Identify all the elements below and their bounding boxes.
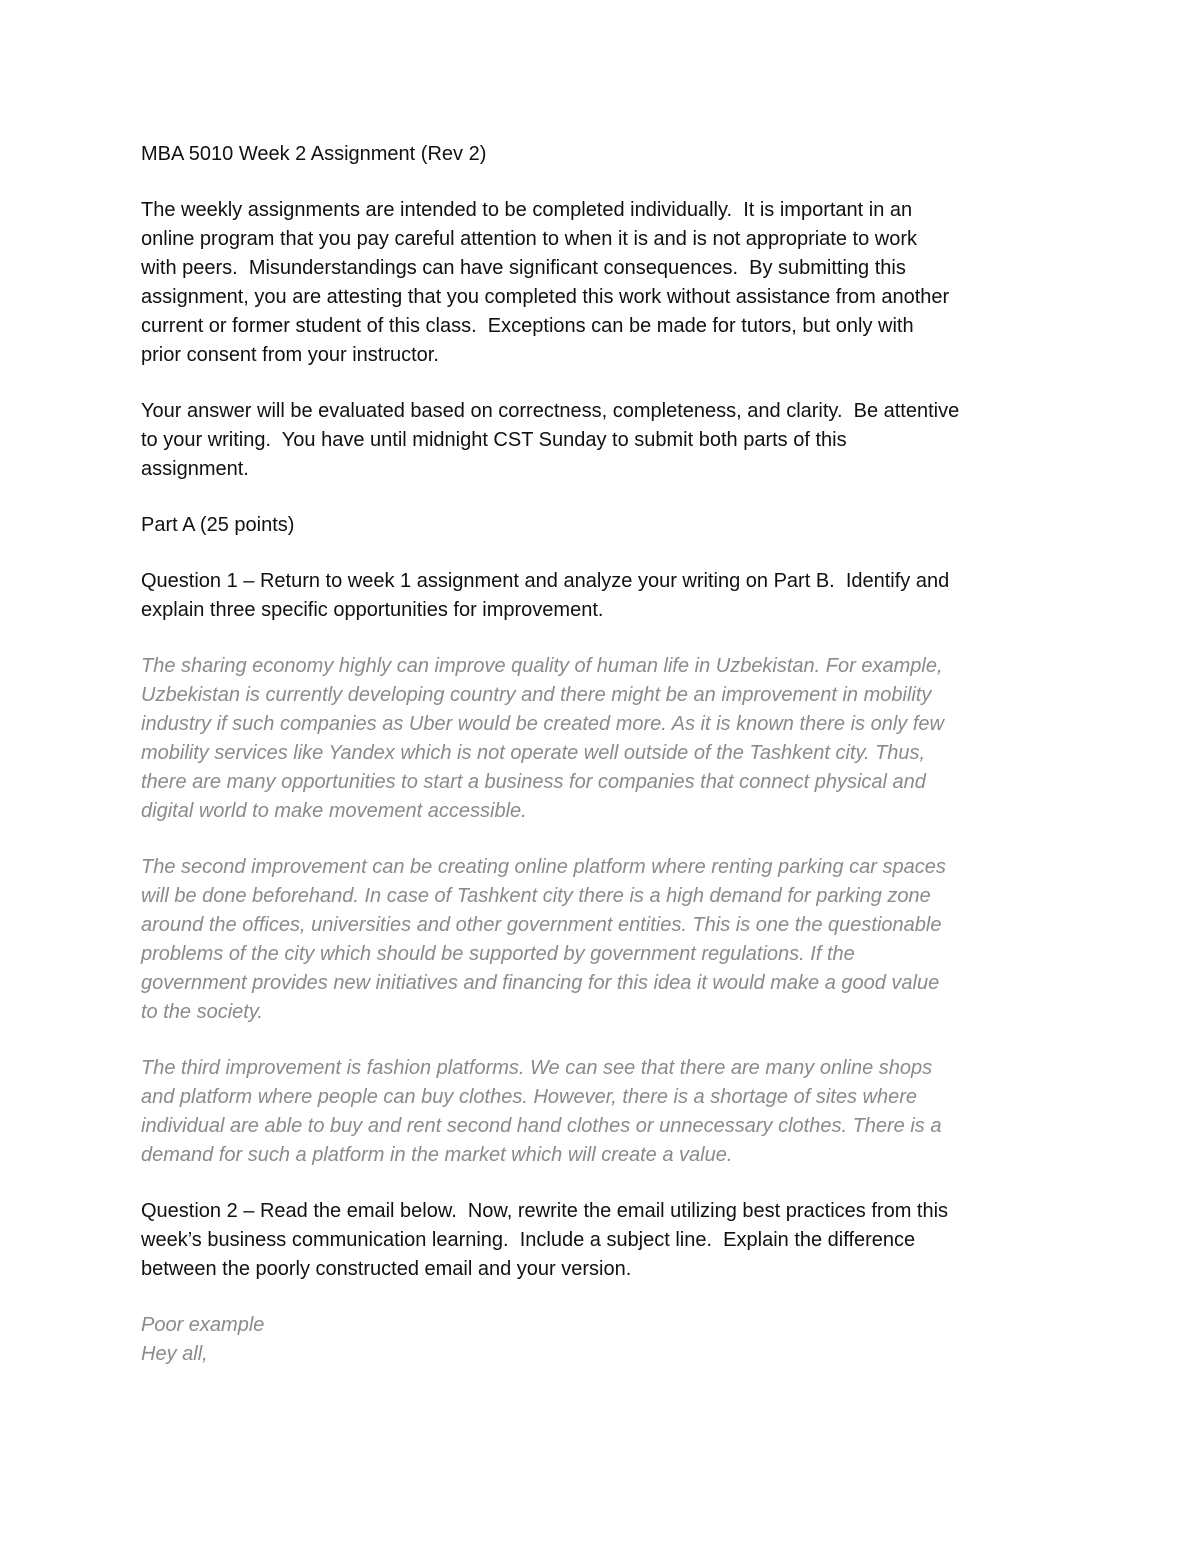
answer-3-line: demand for such a platform in the market which will create a value. bbox=[141, 1144, 733, 1166]
answer-1-line: mobility services like Yandex which is not operate well outside of the Tashkent city. Thus, bbox=[141, 742, 926, 764]
answer-paragraph-3 bbox=[141, 1054, 1041, 1170]
question-2-line: week’s business communication learning. Include a subject line. Explain the difference bbox=[141, 1229, 916, 1251]
intro-line: with peers. Misunderstandings can have significant consequences. By submitting this bbox=[141, 257, 906, 279]
question-2-line: between the poorly constructed email and your version. bbox=[141, 1258, 632, 1280]
document-page bbox=[141, 140, 1041, 1396]
evaluation-line: Your answer will be evaluated based on correctness, completeness, and clarity. Be attentive bbox=[141, 400, 960, 422]
question-2 bbox=[141, 1197, 1041, 1284]
part-a-heading-text: Part A (25 points) bbox=[141, 514, 295, 536]
intro-line: assignment, you are attesting that you completed this work without assistance from another bbox=[141, 286, 950, 308]
evaluation-line: assignment. bbox=[141, 458, 249, 480]
intro-paragraph bbox=[141, 196, 1041, 370]
answer-3-line: individual are able to buy and rent second hand clothes or unnecessary clothes. There is a bbox=[141, 1115, 942, 1137]
answer-2-line: will be done beforehand. In case of Tashkent city there is a high demand for parking zone bbox=[141, 885, 931, 907]
answer-2-line: to the society. bbox=[141, 1001, 263, 1023]
answer-1-line: industry if such companies as Uber would be created more. As it is known there is only few bbox=[141, 713, 944, 735]
intro-line: current or former student of this class. Exceptions can be made for tutors, but only with bbox=[141, 315, 914, 337]
answer-2-line: around the offices, universities and other government entities. This is one the questionable bbox=[141, 914, 942, 936]
title-line: MBA 5010 Week 2 Assignment (Rev 2) bbox=[141, 143, 487, 165]
evaluation-line: to your writing. You have until midnight CST Sunday to submit both parts of this bbox=[141, 429, 847, 451]
question-1-line: Question 1 – Return to week 1 assignment and analyze your writing on Part B. Identify and bbox=[141, 570, 950, 592]
answer-3-line: The third improvement is fashion platforms. We can see that there are many online shops bbox=[141, 1057, 933, 1079]
answer-paragraph-2 bbox=[141, 853, 1041, 1027]
answer-1-line: Uzbekistan is currently developing country and there might be an improvement in mobility bbox=[141, 684, 932, 706]
poor-example bbox=[141, 1311, 1041, 1369]
answer-3-line: and platform where people can buy clothes. However, there is a shortage of sites where bbox=[141, 1086, 917, 1108]
answer-1-line: The sharing economy highly can improve quality of human life in Uzbekistan. For example, bbox=[141, 655, 943, 677]
question-1-line: explain three specific opportunities for improvement. bbox=[141, 599, 604, 621]
answer-2-line: The second improvement can be creating online platform where renting parking car spaces bbox=[141, 856, 946, 878]
part-a-heading bbox=[141, 511, 1041, 540]
poor-example-greeting: Hey all, bbox=[141, 1343, 208, 1365]
answer-2-line: problems of the city which should be supported by government regulations. If the bbox=[141, 943, 855, 965]
answer-1-line: there are many opportunities to start a business for companies that connect physical and bbox=[141, 771, 926, 793]
question-1 bbox=[141, 567, 1041, 625]
intro-line: prior consent from your instructor. bbox=[141, 344, 439, 366]
poor-example-label: Poor example bbox=[141, 1314, 265, 1336]
evaluation-paragraph bbox=[141, 397, 1041, 484]
answer-1-line: digital world to make movement accessible. bbox=[141, 800, 527, 822]
intro-line: The weekly assignments are intended to be completed individually. It is important in an bbox=[141, 199, 913, 221]
document-title bbox=[141, 140, 1041, 169]
answer-paragraph-1 bbox=[141, 652, 1041, 826]
intro-line: online program that you pay careful attention to when it is and is not appropriate to work bbox=[141, 228, 918, 250]
question-2-line: Question 2 – Read the email below. Now, rewrite the email utilizing best practices from this bbox=[141, 1200, 949, 1222]
answer-2-line: government provides new initiatives and financing for this idea it would make a good value bbox=[141, 972, 940, 994]
